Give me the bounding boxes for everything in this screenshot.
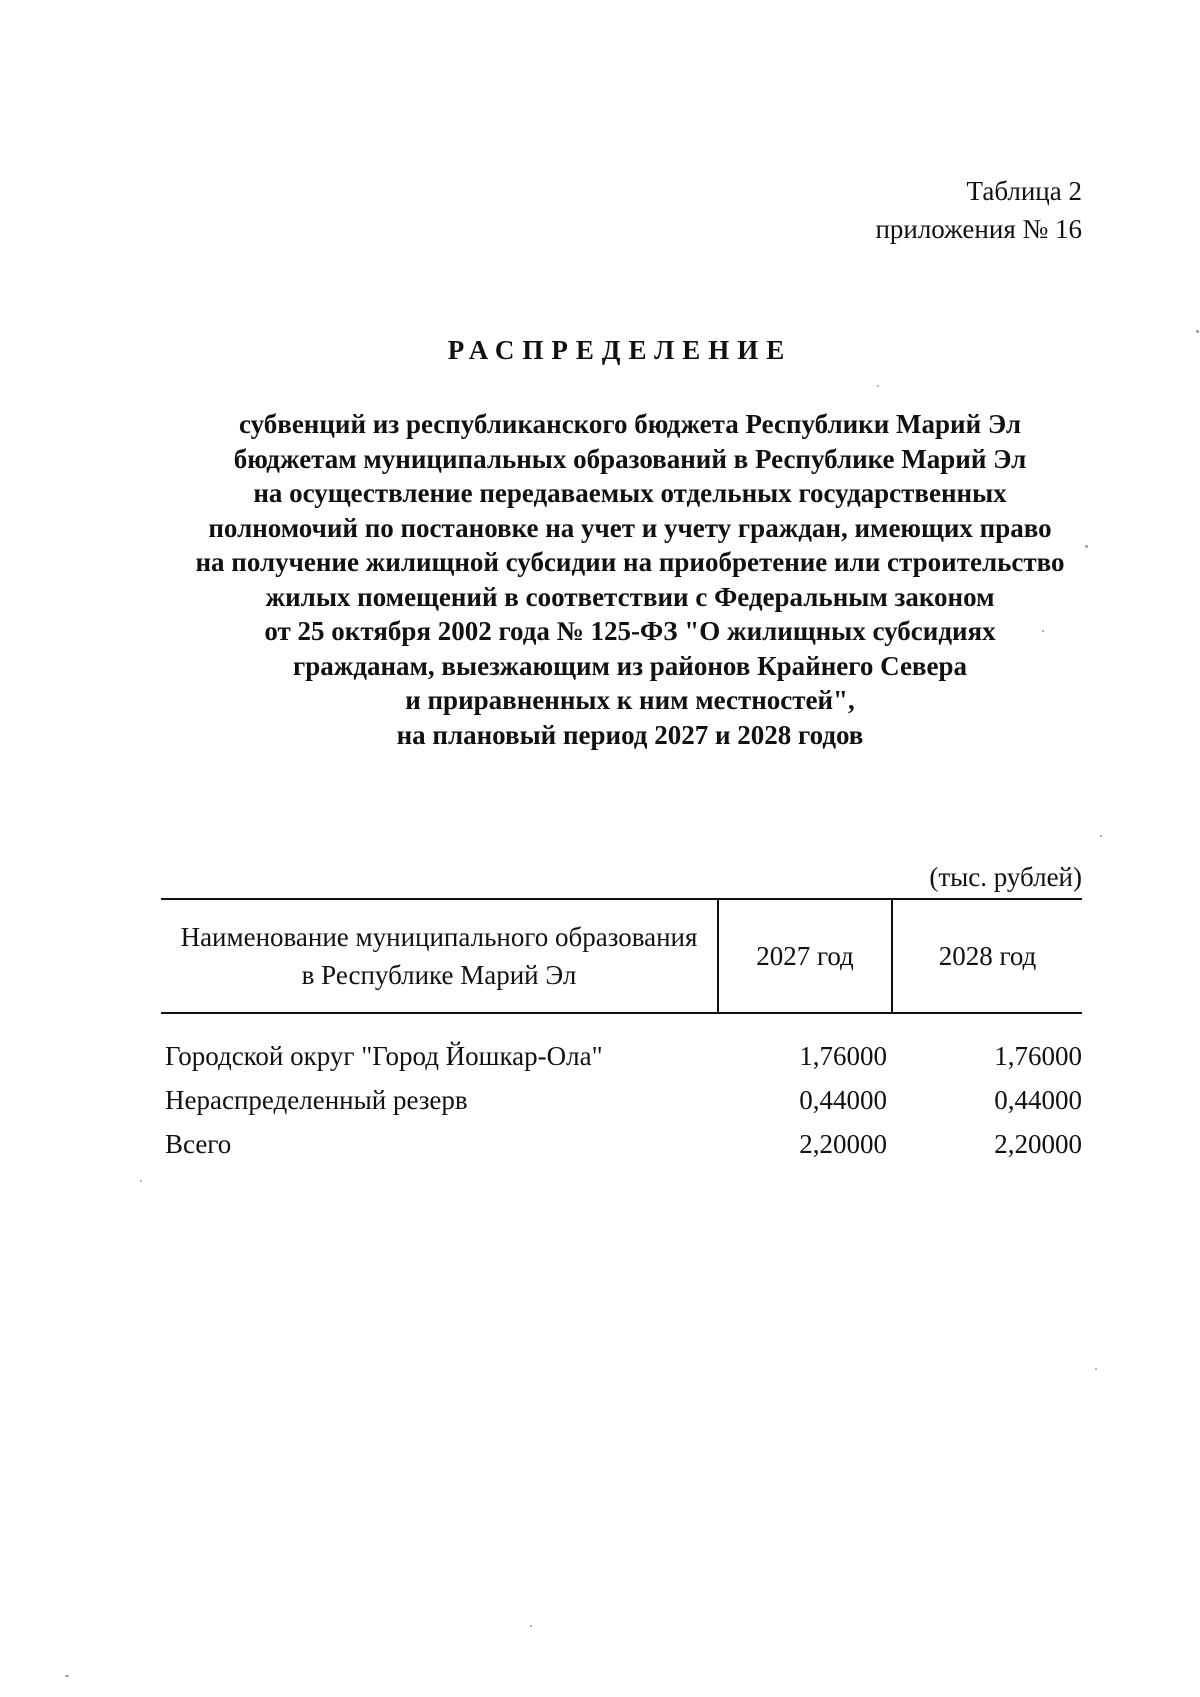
document-subtitle bbox=[120, 407, 1140, 752]
document-title: РАСПРЕДЕЛЕНИЕ bbox=[447, 335, 793, 365]
header-year-2027: 2027 год bbox=[719, 900, 893, 1012]
row-municipality: Городской округ "Город Йошкар-Ола" bbox=[165, 1041, 603, 1071]
scan-speck bbox=[877, 385, 879, 387]
row-value-2028: 0,44000 bbox=[994, 1085, 1082, 1115]
scan-speck bbox=[1085, 545, 1088, 548]
subtitle-line: жилых помещений в соответствии с Федеральным законом bbox=[265, 581, 995, 612]
scan-speck bbox=[1095, 1368, 1097, 1370]
subtitle-line: и приравненных к ним местностей", bbox=[405, 685, 855, 715]
scan-speck bbox=[530, 1625, 532, 1627]
subtitle-line: от 25 октября 2002 года № 125-ФЗ "О жилищных субсидиях bbox=[264, 616, 996, 646]
table-header bbox=[161, 898, 1082, 1014]
table-row bbox=[161, 1034, 1082, 1078]
header-municipality bbox=[161, 900, 719, 1012]
table-reference bbox=[875, 172, 1082, 248]
units-label: (тыс. рублей) bbox=[929, 862, 1082, 892]
scan-speck bbox=[1100, 835, 1102, 837]
row-municipality: Всего bbox=[165, 1129, 232, 1159]
row-value-2028: 2,20000 bbox=[994, 1129, 1082, 1159]
appendix-number: приложения № 16 bbox=[875, 214, 1082, 244]
table-body bbox=[161, 1014, 1082, 1166]
scan-speck bbox=[1196, 330, 1199, 333]
table-row bbox=[161, 1122, 1082, 1166]
subtitle-line: субвенций из республиканского бюджета Республики Марий Эл bbox=[238, 409, 1022, 439]
subtitle-line: гражданам, выезжающим из районов Крайнего Севера bbox=[292, 650, 968, 681]
row-value-2028: 1,76000 bbox=[994, 1041, 1082, 1071]
header-year-2028: 2028 год bbox=[938, 941, 1037, 971]
header-municipality-line: Наименование муниципального образования bbox=[180, 922, 698, 952]
scan-speck bbox=[140, 1180, 142, 1182]
row-municipality: Нераспределенный резерв bbox=[165, 1085, 468, 1115]
subtitle-line: на осуществление передаваемых отдельных государственных bbox=[253, 478, 1007, 508]
table-number: Таблица 2 bbox=[966, 176, 1082, 206]
subtitle-line: полномочий по постановке на учет и учету граждан, имеющих право bbox=[208, 512, 1052, 543]
scan-speck bbox=[65, 1675, 69, 1677]
row-value-2027: 1,76000 bbox=[799, 1041, 887, 1071]
subvention-table bbox=[161, 898, 1082, 1166]
scan-speck bbox=[1042, 630, 1044, 632]
subtitle-line: на получение жилищной субсидии на приобретение или строительство bbox=[195, 547, 1065, 577]
subtitle-line: на плановый период 2027 и 2028 годов bbox=[396, 719, 864, 750]
table-row bbox=[161, 1078, 1082, 1122]
row-value-2027: 2,20000 bbox=[799, 1129, 887, 1159]
header-municipality-line: в Республике Марий Эл bbox=[301, 960, 577, 990]
row-value-2027: 0,44000 bbox=[799, 1085, 887, 1115]
subtitle-line: бюджетам муниципальных образований в Республике Марий Эл bbox=[233, 443, 1027, 474]
